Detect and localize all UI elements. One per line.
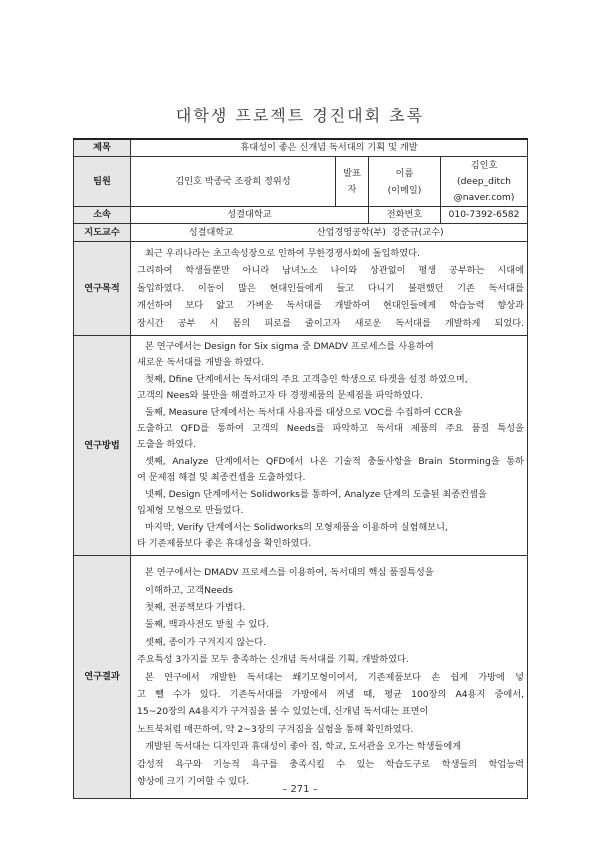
method-label: 연구방법	[74, 336, 131, 556]
method-line: 새로운 독서대를 개발을 하였다.	[137, 357, 265, 369]
result-line: 본 연구에서 개발한 독서대는 쐐기모형이여서, 기존제품보다 손 쉽게 가방에 넣	[145, 671, 525, 683]
team-label: 팀원	[74, 157, 131, 207]
team-value: 김인호 박종국 조광희 정위성	[131, 157, 336, 207]
method-row	[74, 336, 528, 556]
method-line: 둘째, Measure 단계에서는 독서대 사용자를 대상으로 VOC를 수집하여 CCR을	[145, 406, 463, 418]
purpose-text	[131, 242, 528, 336]
advisor-dept: 산업경영공학(부)	[316, 226, 386, 238]
result-line: 고 뺄 수가 있다. 기존독서대를 가방에서 꺼낼 때, 평균 100장의 A4용지 중에서,	[137, 689, 525, 701]
method-line: 넷째, Design 단계에서는 Solidworks를 통하여, Analyze 단계의 도출된 최종컨셉을	[145, 488, 487, 500]
purpose-row	[74, 242, 528, 336]
result-label: 연구결과	[74, 556, 131, 799]
presenter-email-2: @naver.com)	[453, 191, 515, 203]
advisor-name: 강준규(교수)	[392, 226, 444, 238]
purpose-line: 그리하여 학생들뿐만 아니라 남녀노소 나이와 상관없이 평생 공부하는 시대에	[137, 265, 525, 277]
method-line: 본 연구에서는 Design for Six sigma 중 DMADV 프로세스를 사용하여	[145, 341, 434, 353]
method-line: 타 기존제품보다 좋은 휴대성을 확인하였다.	[137, 537, 312, 549]
result-line: 노트북처럼 매끈하여, 약 2~3장의 구겨짐을 실험을 통해 확인하였다.	[137, 723, 414, 735]
name-label: 이름	[395, 167, 414, 179]
result-line: 본 연구에서는 DMADV 프로세스를 이용하여, 독서대의 핵심 품질특성을	[145, 567, 434, 579]
purpose-label: 연구목적	[74, 242, 131, 336]
purpose-line: 최근 우리나라는 초고속성장으로 인하여 무한경쟁사회에 돌입하였다.	[145, 248, 420, 259]
method-line: 도출을 하였다.	[137, 439, 197, 451]
method-line: 도출하고 QFD를 통하여 고객의 Needs를 파악하고 독서대 제품의 주요 품질 특성을	[137, 423, 525, 435]
title-label: 제목	[74, 139, 131, 157]
result-line: 둘째, 백과사전도 받칠 수 있다.	[145, 619, 270, 631]
result-line: 향상에 크기 기여할 수 있다.	[137, 776, 250, 788]
abstract-table	[73, 138, 528, 799]
page-number: – 271 –	[282, 784, 318, 795]
team-row	[74, 157, 528, 207]
page-title: 대학생 프로젝트 경진대회 초록	[175, 106, 425, 125]
email-label: (이메일)	[387, 184, 422, 196]
purpose-line: 개선하여 보다 얇고 가벼운 독서대를 개발하여 현대인들에게 학습능력 향상과	[137, 300, 525, 312]
result-line: 첫째, 전공책보다 가볍다.	[145, 601, 246, 613]
purpose-line: 장시간 공부 시 몸의 피로를 줄이고자 새로운 독서대를 개발하게 되었다.	[137, 317, 525, 329]
result-text	[131, 556, 528, 799]
method-line: 첫째, Dfine 단계에서는 독서대의 주요 고객층인 학생으로 타겟을 설정 하였으며,	[145, 373, 468, 385]
title-value: 휴대성이 좋은 신개념 독서대의 기획 및 개발	[131, 139, 528, 157]
affiliation-label: 소속	[74, 207, 131, 224]
result-row	[74, 556, 528, 799]
method-line: 마지막, Verify 단계에서는 Solidworks의 모형제품을 이용하여 실험해보니,	[145, 521, 448, 533]
result-line: 감성적 욕구와 기능적 욕구를 충족시킬 수 있는 학습도구로 학생들의 학업능력	[137, 758, 525, 770]
result-line: 개발된 독서대는 디자인과 휴대성이 좋아 집, 학교, 도서관을 오가는 학생들에게	[145, 741, 462, 753]
method-line: 셋째, Analyze 단계에서는 QFD에서 나온 기술적 충돌사항을 Brain Storming을 통하	[145, 455, 525, 467]
method-line: 여 문제점 해결 및 최종컨셉을 도출하였다.	[137, 472, 306, 484]
advisor-row	[74, 224, 528, 242]
method-line: 고객의 Nees와 불만을 해결하고자 타 경쟁제품의 문제점을 파악하였다.	[137, 390, 423, 402]
title-row	[74, 139, 528, 157]
name-email-label	[369, 157, 441, 207]
method-text	[131, 336, 528, 556]
presenter-label: 발표자	[336, 157, 369, 207]
affiliation-row	[74, 207, 528, 224]
result-line: 이해하고, 고객Needs	[145, 584, 233, 596]
advisor-label: 지도교수	[74, 224, 131, 242]
presenter-name: 김인호	[470, 159, 498, 171]
presenter-email-1: (deep_ditch	[457, 175, 512, 187]
result-line: 주요특성 3가지를 모두 충족하는 신개념 독서대를 기획, 개발하였다.	[137, 654, 409, 666]
affiliation-value: 성결대학교	[131, 207, 369, 224]
presenter-value	[441, 157, 528, 207]
advisor-value	[131, 224, 528, 242]
advisor-school: 성결대학교	[188, 226, 234, 238]
result-line: 셋째, 종이가 구겨지지 않는다.	[145, 636, 267, 648]
purpose-line: 돌입하였다. 이동이 많은 현대인들에게 들고 다니기 불편했던 기존 독서대를	[137, 282, 525, 294]
phone-value: 010-7392-6582	[441, 207, 528, 224]
method-line: 입체형 모형으로 만들었다.	[137, 505, 244, 517]
phone-label: 전화번호	[369, 207, 441, 224]
result-line: 15~20장의 A4용지가 구겨짐을 볼 수 있었는데, 신개념 독서대는 표면이	[137, 706, 429, 718]
